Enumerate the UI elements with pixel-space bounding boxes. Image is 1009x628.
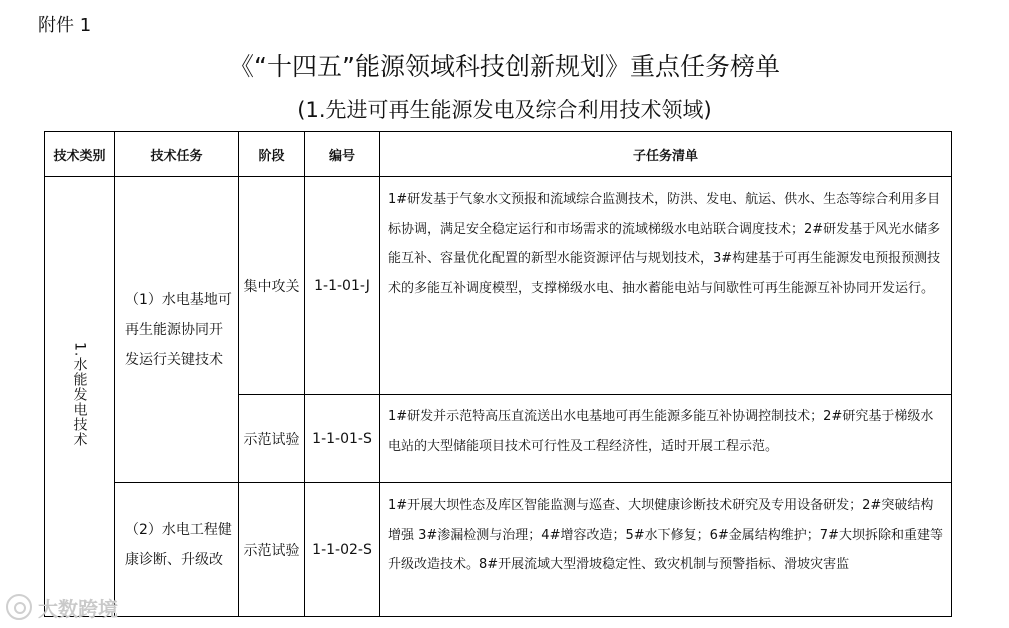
header-stage: 阶段 <box>239 132 305 177</box>
task-cell: （2）水电工程健康诊断、升级改 <box>115 483 239 617</box>
subtasks-cell: 1#研发基于气象水文预报和流域综合监测技术，防洪、发电、航运、供水、生态等综合利用多目标协调，满足安全稳定运行和市场需求的流域梯级水电站联合调度技术；2#研发基于风光水储多能互补、容量优化配置的新型水能资源评估与规划技术，3#构建基于可再生能源发电预报预测技术的多能互补调度模型，支撑梯级水电、抽水蓄能电站与间歇性可再生能源互补协同开发运行。 <box>380 177 952 395</box>
code-cell: 1-1-01-S <box>305 395 380 483</box>
stage-cell: 示范试验 <box>239 395 305 483</box>
code-cell: 1-1-01-J <box>305 177 380 395</box>
stage-cell: 集中攻关 <box>239 177 305 395</box>
table-row <box>45 483 952 617</box>
header-code: 编号 <box>305 132 380 177</box>
category-cell <box>45 177 115 617</box>
brand-logo-icon <box>6 594 32 620</box>
code-cell: 1-1-02-S <box>305 483 380 617</box>
attachment-label: 附件 1 <box>38 15 92 36</box>
table-row <box>45 177 952 395</box>
category-label: 1.水能发电技术 <box>71 341 88 448</box>
watermark <box>6 594 118 620</box>
subtasks-cell: 1#研发并示范特高压直流送出水电基地可再生能源多能互补协调控制技术；2#研究基于梯级水电站的大型储能项目技术可行性及工程经济性，适时开展工程示范。 <box>380 395 952 483</box>
watermark-text: 大数跨境 <box>38 596 118 621</box>
task-table <box>44 131 952 617</box>
subtasks-cell: 1#开展大坝性态及库区智能监测与巡查、大坝健康诊断技术研究及专用设备研发；2#突破结构增强 3#渗漏检测与治理；4#增容改造；5#水下修复；6#金属结构维护；7#大坝拆除和重建等升级改造技术。8#开展流域大型滑坡稳定性、致灾机制与预警指标、滑坡灾害监 <box>380 483 952 617</box>
document-title: 《“十四五”能源领域科技创新规划》重点任务榜单 <box>229 52 780 81</box>
document-subtitle: (1.先进可再生能源发电及综合利用技术领域) <box>297 98 712 122</box>
task-cell: （1）水电基地可再生能源协同开发运行关键技术 <box>115 177 239 483</box>
header-category: 技术类别 <box>45 132 115 177</box>
stage-cell: 示范试验 <box>239 483 305 617</box>
table-header-row <box>45 132 952 177</box>
header-task: 技术任务 <box>115 132 239 177</box>
header-subtasks: 子任务清单 <box>380 132 952 177</box>
